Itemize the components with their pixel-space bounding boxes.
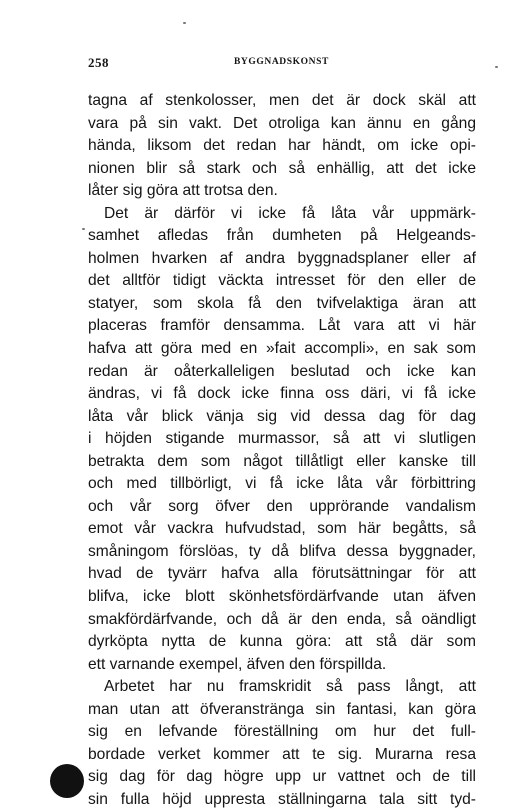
text-line: hända, liksom det redan har händt, om icke opi- xyxy=(88,137,476,155)
text-line: i höjden stigande murmassor, så att vi slutligen xyxy=(88,430,476,448)
body-text xyxy=(88,90,476,812)
print-speck xyxy=(495,66,498,68)
paragraph-first-line: Arbetet har nu framskridit så pass långt, att xyxy=(104,678,476,696)
print-speck xyxy=(183,22,186,24)
text-line: bordade verket kommer att te sig. Murarna resa xyxy=(88,745,476,763)
text-line: låta vår blick vänja sig vid dessa dag för dag xyxy=(88,407,476,425)
scan-shadow xyxy=(50,764,84,798)
text-line: det alltför tidigt väckta intresset för den eller de xyxy=(88,272,476,290)
text-line: och vår sorg öfver den upprörande vandalism xyxy=(88,497,476,515)
text-line: tagna af stenkolosser, men det är dock skäl att xyxy=(88,92,476,109)
text-line: blifva, icke blott skönhetsfördärfvande utan äfven xyxy=(88,588,476,606)
text-line: dyrköpta nytta de kunna göra: att stå där som xyxy=(88,633,476,651)
text-line: hvad de tyvärr hafva alla förutsättningar för att xyxy=(88,565,476,583)
text-line: ändras, vi få dock icke finna oss däri, vi få icke xyxy=(88,385,476,403)
text-line: sig dag för dag högre upp ur vattnet och de till xyxy=(88,768,476,786)
text-line: sig en lefvande föreställning om hur det full- xyxy=(88,723,476,741)
page-header xyxy=(88,55,476,73)
text-line: nionen blir så stark och så enhällig, att det icke xyxy=(88,159,476,177)
paragraph-last-line: ett varnande exempel, äfven den förspillda. xyxy=(88,655,387,673)
text-line: samhet afledas från dumheten på Helgeands- xyxy=(88,227,476,245)
running-head: BYGGNADSKONST xyxy=(234,57,329,67)
text-line: hafva att göra med en »fait accompli», en sak som xyxy=(88,340,476,358)
text-line: holmen hvarken af andra byggnadsplaner eller af xyxy=(88,249,476,267)
page-number: 258 xyxy=(88,55,109,70)
paragraph-first-line: Det är därför vi icke få låta vår uppmärk- xyxy=(104,204,476,222)
text-line: smakfördärfvande, och då är den enda, så oändligt xyxy=(88,610,476,628)
text-line: man utan att öfveranstränga sin fantasi, kan göra xyxy=(88,700,476,718)
text-line: redan är oåterkalleligen beslutad och icke kan xyxy=(88,362,476,380)
text-line: statyer, som skola få den tvifvelaktiga äran att xyxy=(88,294,476,312)
text-line: och med tillbörligt, vi få icke låta vår förbittring xyxy=(88,475,476,493)
text-line: betrakta dem som något tillåtligt eller kanske till xyxy=(88,452,476,470)
paragraph-last-line: låter sig göra att trotsa den. xyxy=(88,182,278,200)
print-speck xyxy=(82,228,85,230)
text-line: sin fulla höjd uppresta ställningarna tala sitt tyd- xyxy=(88,790,476,808)
text-line: emot vår vackra hufvudstad, som här begåtts, så xyxy=(88,520,476,538)
text-line: vara på sin vakt. Det otroliga kan ännu en gång xyxy=(88,114,476,132)
text-line: placeras framför densamma. Låt vara att vi här xyxy=(88,317,476,335)
text-line: småningom förslöas, ty då blifva dessa byggnader, xyxy=(88,542,476,560)
